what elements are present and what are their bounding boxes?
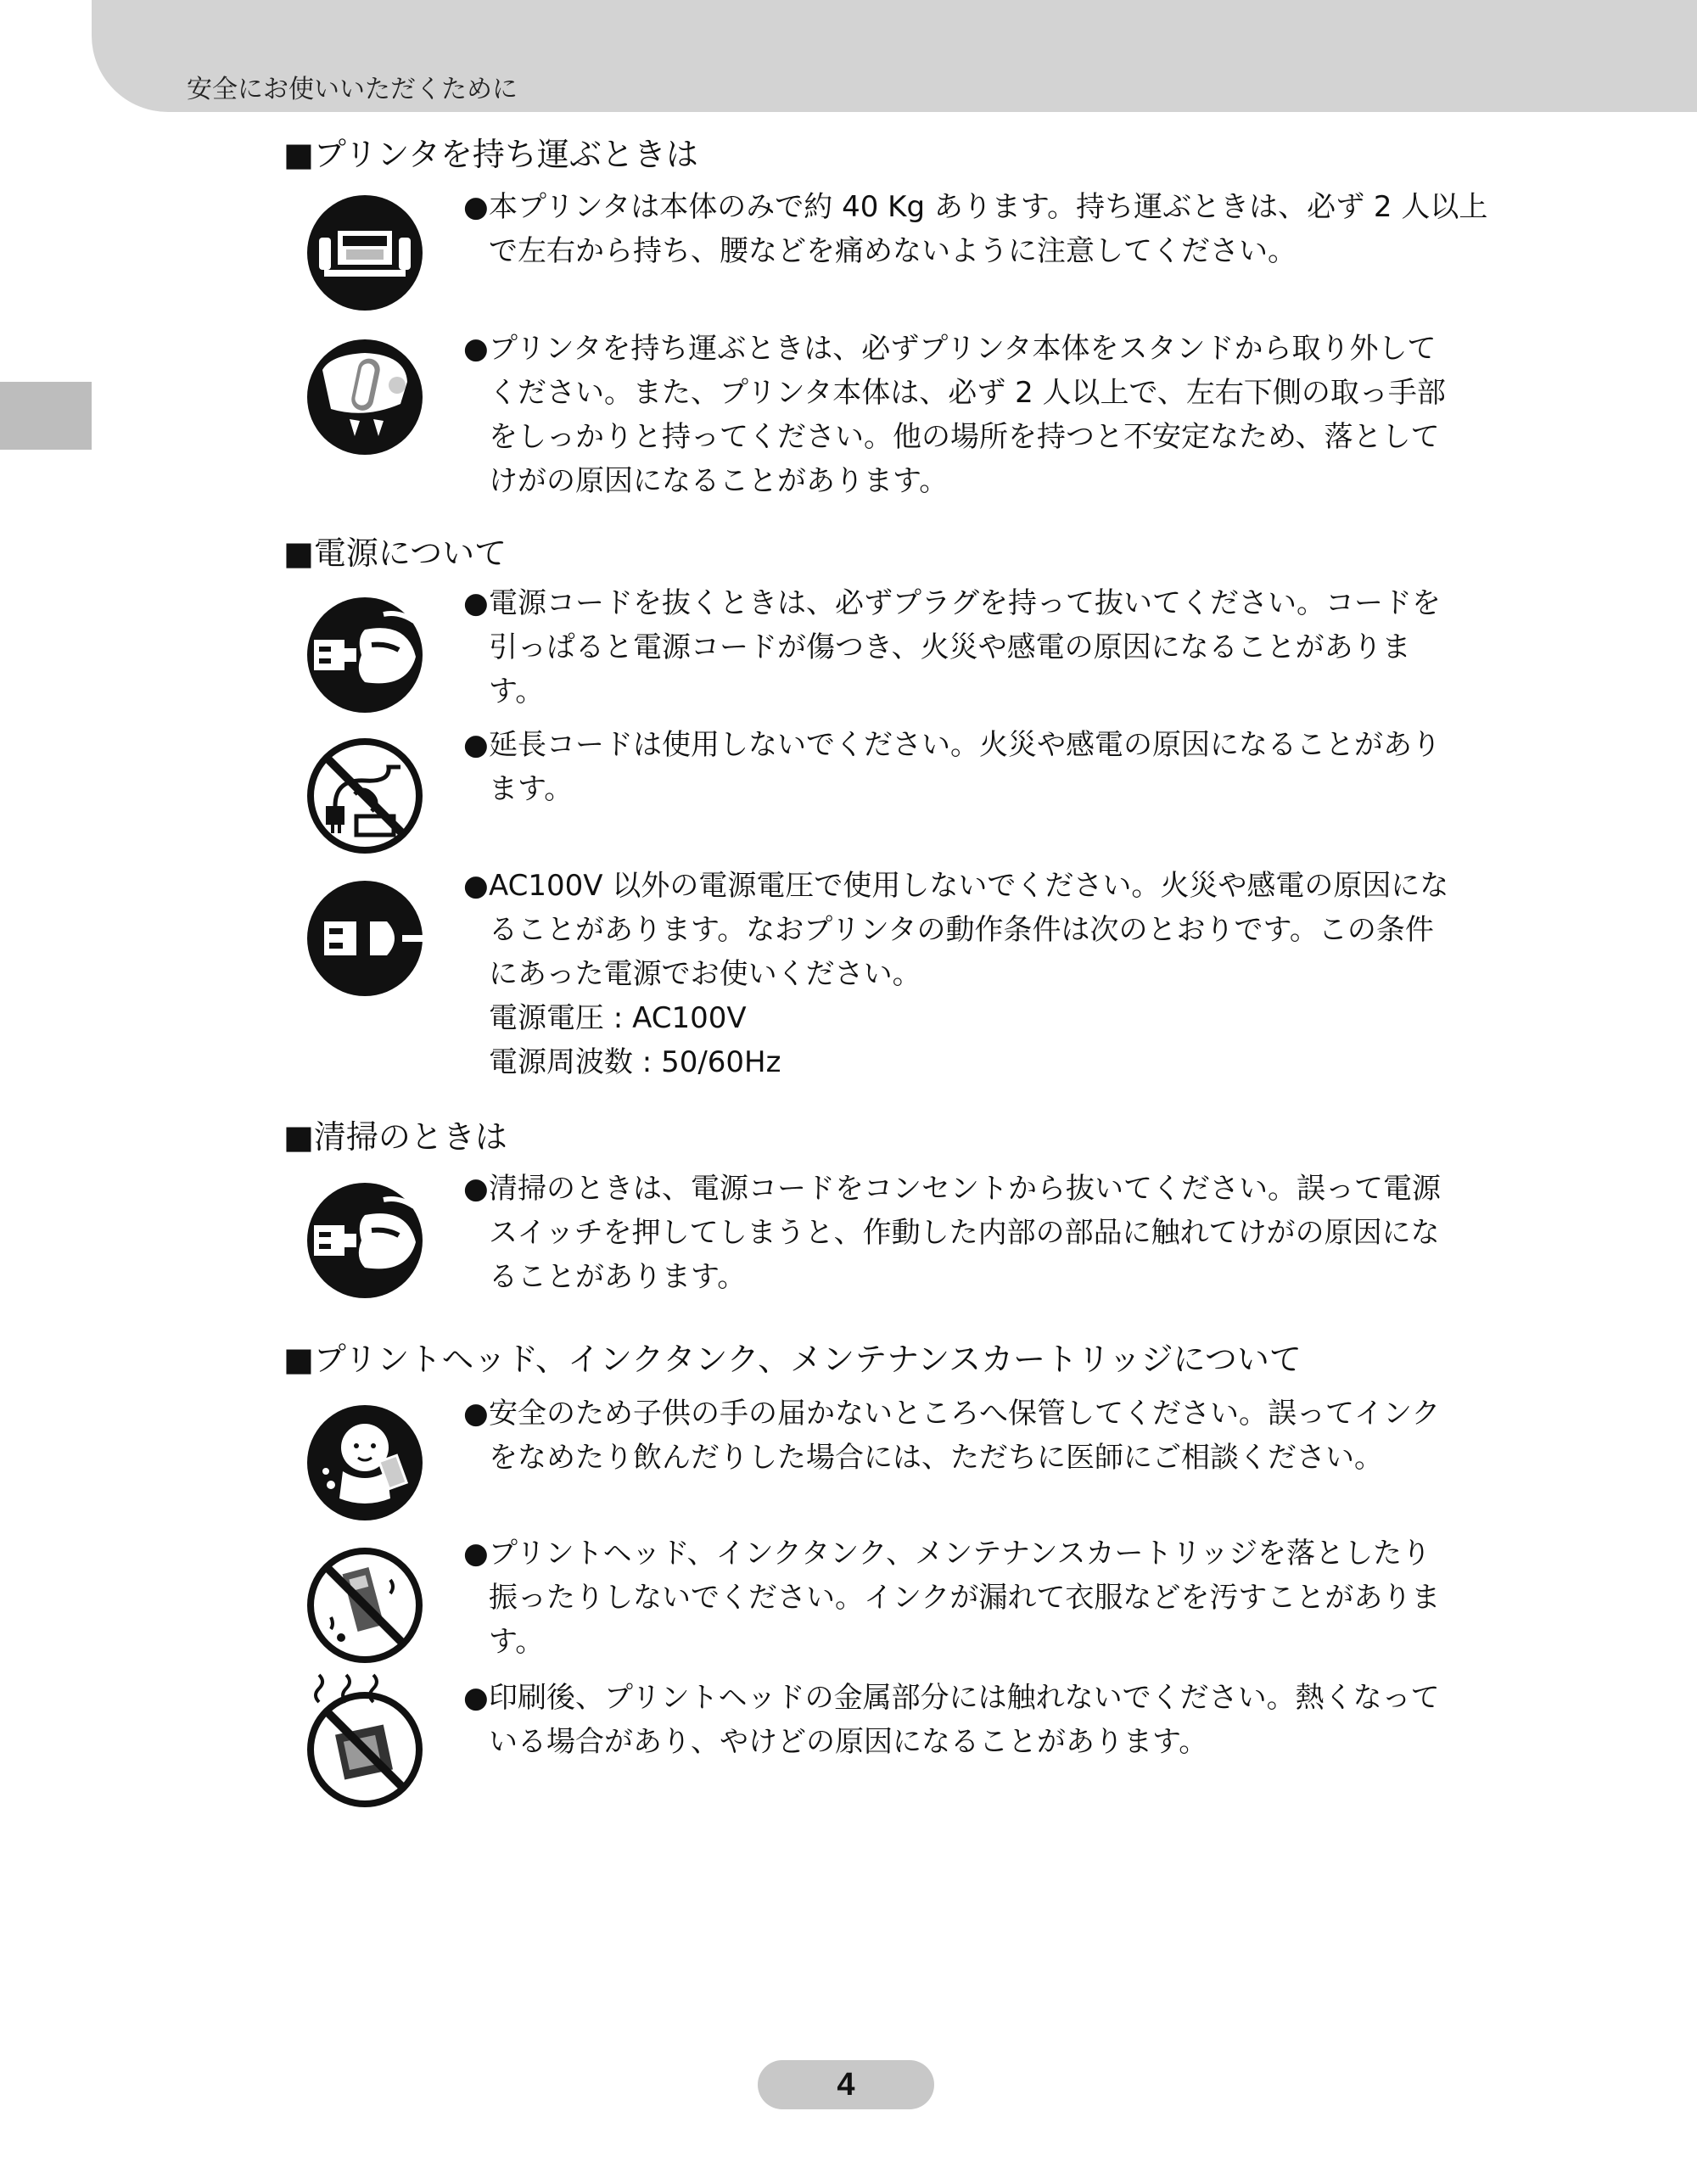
- section-heading-carrying: ■プリンタを持ち運ぶときは: [283, 136, 698, 173]
- side-tab: [0, 382, 92, 450]
- hands-grip-printer-icon: [305, 338, 424, 456]
- unplug-by-plug-icon: [305, 596, 424, 714]
- power-plug-icon: [305, 879, 424, 998]
- heat-waves-icon: [304, 1670, 397, 1704]
- unplug-by-plug-icon: [305, 1181, 424, 1300]
- no-shaking-tank-icon: [305, 1546, 424, 1665]
- section-heading-cleaning: ■清掃のときは: [283, 1118, 507, 1156]
- list-item: ● プリンタを持ち運ぶときは、必ずプリンタ本体をスタンドから取り外して ください。また、プリンタ本体は、必ず 2 人以上で、左右下側の取っ手部 をしっかりと持ってください。他の場所を持つと不安定なため、落として けがの原因になることがあります。: [463, 332, 1446, 498]
- no-extension-cord-icon: [305, 736, 424, 855]
- list-item: ● 本プリンタは本体のみで約 40 Kg あります。持ち運ぶときは、必ず 2 人以上 で左右から持ち、腰などを痛めないように注意してください。: [463, 190, 1488, 268]
- list-item: ● プリントヘッド、インクタンク、メンテナンスカートリッジを落としたり 振ったりしないでください。インクが漏れて衣服などを汚すことがありま す。: [463, 1537, 1441, 1659]
- list-item: ● AC100V 以外の電源電圧で使用しないでください。火災や感電の原因にな ることがあります。なおプリンタの動作条件は次のとおりです。この条件 にあった電源でお使いください。 電源電圧 : AC100V 電源周波数 : 50/60Hz: [463, 869, 1449, 1079]
- two-person-lift-icon: [305, 193, 424, 312]
- list-item: ● 電源コードを抜くときは、必ずプラグを持って抜いてください。コードを 引っぱると電源コードが傷つき、火災や感電の原因になることがありま す。: [463, 586, 1441, 708]
- list-item: ● 清掃のときは、電源コードをコンセントから抜いてください。誤って電源 スイッチを押してしまうと、作動した内部の部品に触れてけがの原因にな ることがあります。: [463, 1172, 1441, 1294]
- child-with-ink-icon: [305, 1403, 424, 1522]
- list-item: ● 印刷後、プリントヘッドの金属部分には触れないでください。熱くなって いる場合があり、やけどの原因になることがあります。: [463, 1681, 1440, 1759]
- section-heading-print-head: ■プリントヘッド、インクタンク、メンテナンスカートリッジについて: [283, 1341, 1302, 1378]
- list-item: ● 安全のため子供の手の届かないところへ保管してください。誤ってインク をなめたり飲んだりした場合には、ただちに医師にご相談ください。: [463, 1397, 1441, 1475]
- list-item: ● 延長コードは使用しないでください。火災や感電の原因になることがあり ます。: [463, 728, 1441, 806]
- section-heading-power: ■電源について: [283, 535, 507, 572]
- page-number: 4: [758, 2060, 934, 2109]
- header-title: 安全にお使いいただくために: [187, 75, 518, 104]
- hot-head-no-touch-icon: [305, 1690, 424, 1809]
